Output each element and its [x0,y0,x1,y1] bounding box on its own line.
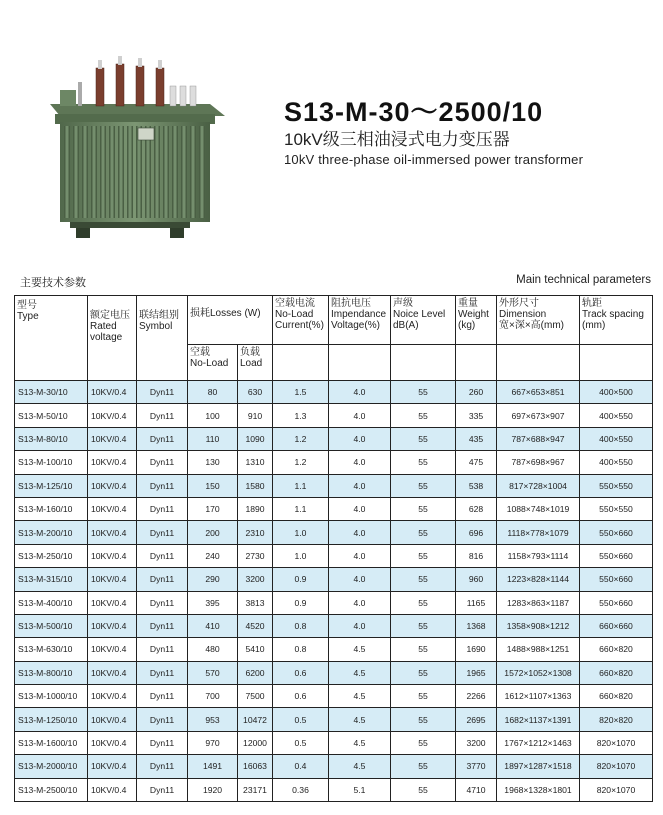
cell-current: 0.8 [273,614,329,637]
cell-noload: 80 [188,381,238,404]
cell-load: 23171 [238,778,273,801]
cell-voltage: 10KV/0.4 [88,755,137,778]
cell-track: 820×820 [580,708,653,731]
cell-weight: 538 [456,474,497,497]
cell-impedance: 4.5 [329,661,391,684]
table-row [15,568,653,591]
cell-noload: 480 [188,638,238,661]
cell-noise: 55 [391,685,456,708]
cell-symbol: Dyn11 [137,591,188,614]
cell-load: 10472 [238,708,273,731]
cell-noise: 55 [391,755,456,778]
cell-voltage: 10KV/0.4 [88,474,137,497]
cell-impedance: 4.0 [329,544,391,567]
cell-dimension: 1488×988×1251 [497,638,580,661]
cell-type: S13-M-200/10 [15,521,88,544]
cell-noise: 55 [391,661,456,684]
cell-voltage: 10KV/0.4 [88,404,137,427]
cell-current: 1.0 [273,521,329,544]
cell-voltage: 10KV/0.4 [88,731,137,754]
cell-weight: 3200 [456,731,497,754]
table-row [15,591,653,614]
cell-type: S13-M-30/10 [15,381,88,404]
cell-symbol: Dyn11 [137,661,188,684]
cell-type: S13-M-100/10 [15,451,88,474]
subtitle-english: 10kV three-phase oil-immersed power transformer [284,152,584,167]
cell-current: 0.8 [273,638,329,661]
cell-type: S13-M-400/10 [15,591,88,614]
model-title: S13-M-30～2500/10 [284,97,544,127]
section-label-chinese: 主要技术参数 [20,277,86,289]
cell-impedance: 4.0 [329,591,391,614]
cell-type: S13-M-315/10 [15,568,88,591]
col-weight: 重量 Weight (kg) [456,296,497,345]
table-row [15,544,653,567]
cell-weight: 2695 [456,708,497,731]
cell-impedance: 5.1 [329,778,391,801]
cell-load: 630 [238,381,273,404]
cell-track: 400×550 [580,427,653,450]
cell-track: 550×550 [580,474,653,497]
table-row [15,497,653,520]
cell-dimension: 1897×1287×1518 [497,755,580,778]
cell-current: 1.5 [273,381,329,404]
cell-track: 550×660 [580,568,653,591]
cell-symbol: Dyn11 [137,404,188,427]
col-noload-current: 空载电流 No-Load Current(%) [273,296,329,345]
cell-dimension: 1283×863×1187 [497,591,580,614]
table-row [15,451,653,474]
cell-weight: 1165 [456,591,497,614]
cell-current: 0.6 [273,661,329,684]
cell-track: 660×820 [580,661,653,684]
cell-symbol: Dyn11 [137,755,188,778]
col-losses: 损耗Losses (W) [188,296,273,345]
cell-current: 0.4 [273,755,329,778]
cell-type: S13-M-1000/10 [15,685,88,708]
cell-noload: 700 [188,685,238,708]
cell-dimension: 1968×1328×1801 [497,778,580,801]
cell-noload: 130 [188,451,238,474]
table-row [15,778,653,801]
cell-type: S13-M-80/10 [15,427,88,450]
cell-track: 660×820 [580,638,653,661]
cell-track: 820×1070 [580,731,653,754]
cell-type: S13-M-630/10 [15,638,88,661]
table-row [15,521,653,544]
cell-noise: 55 [391,731,456,754]
cell-impedance: 4.5 [329,755,391,778]
cell-weight: 696 [456,521,497,544]
cell-noise: 55 [391,778,456,801]
cell-type: S13-M-250/10 [15,544,88,567]
cell-noload: 410 [188,614,238,637]
cell-impedance: 4.0 [329,497,391,520]
cell-weight: 2266 [456,685,497,708]
cell-weight: 1965 [456,661,497,684]
cell-noise: 55 [391,614,456,637]
cell-noise: 55 [391,451,456,474]
cell-voltage: 10KV/0.4 [88,427,137,450]
cell-load: 1580 [238,474,273,497]
cell-dimension: 1767×1212×1463 [497,731,580,754]
cell-track: 400×550 [580,404,653,427]
cell-dimension: 667×653×851 [497,381,580,404]
cell-voltage: 10KV/0.4 [88,614,137,637]
cell-impedance: 4.5 [329,638,391,661]
cell-voltage: 10KV/0.4 [88,591,137,614]
cell-symbol: Dyn11 [137,731,188,754]
cell-noload: 150 [188,474,238,497]
cell-impedance: 4.0 [329,568,391,591]
cell-load: 7500 [238,685,273,708]
cell-current: 1.2 [273,451,329,474]
cell-track: 550×660 [580,591,653,614]
section-label-english: Main technical parameters [516,274,651,286]
cell-noise: 55 [391,591,456,614]
cell-type: S13-M-160/10 [15,497,88,520]
table-row [15,381,653,404]
cell-symbol: Dyn11 [137,451,188,474]
cell-symbol: Dyn11 [137,544,188,567]
cell-current: 0.5 [273,731,329,754]
cell-dimension: 1118×778×1079 [497,521,580,544]
cell-noload: 240 [188,544,238,567]
cell-noise: 55 [391,404,456,427]
cell-weight: 1690 [456,638,497,661]
cell-track: 550×550 [580,497,653,520]
cell-load: 6200 [238,661,273,684]
cell-load: 910 [238,404,273,427]
cell-dimension: 1158×793×1114 [497,544,580,567]
cell-symbol: Dyn11 [137,638,188,661]
cell-noise: 55 [391,474,456,497]
cell-impedance: 4.5 [329,731,391,754]
cell-voltage: 10KV/0.4 [88,638,137,661]
cell-track: 550×660 [580,521,653,544]
cell-load: 1890 [238,497,273,520]
table-row [15,427,653,450]
cell-current: 0.6 [273,685,329,708]
cell-dimension: 1612×1107×1363 [497,685,580,708]
cell-track: 820×1070 [580,778,653,801]
subtitle-chinese: 10kV级三相油浸式电力变压器 [284,130,510,149]
cell-load: 2730 [238,544,273,567]
cell-noise: 55 [391,568,456,591]
table-row [15,685,653,708]
cell-weight: 3770 [456,755,497,778]
cell-symbol: Dyn11 [137,614,188,637]
cell-noload: 290 [188,568,238,591]
cell-symbol: Dyn11 [137,497,188,520]
col-noload-loss: 空载 No-Load [188,345,238,381]
cell-voltage: 10KV/0.4 [88,521,137,544]
cell-symbol: Dyn11 [137,708,188,731]
cell-noload: 100 [188,404,238,427]
cell-current: 0.9 [273,591,329,614]
cell-voltage: 10KV/0.4 [88,708,137,731]
blank-cell [273,345,329,381]
cell-symbol: Dyn11 [137,778,188,801]
table-row [15,474,653,497]
header-row [15,296,653,345]
cell-weight: 260 [456,381,497,404]
cell-symbol: Dyn11 [137,685,188,708]
cell-symbol: Dyn11 [137,474,188,497]
cell-impedance: 4.0 [329,474,391,497]
cell-voltage: 10KV/0.4 [88,544,137,567]
cell-symbol: Dyn11 [137,521,188,544]
blank-cell [391,345,456,381]
table-row [15,731,653,754]
cell-type: S13-M-1600/10 [15,731,88,754]
col-noise: 声级 Noice Level dB(A) [391,296,456,345]
cell-impedance: 4.0 [329,404,391,427]
cell-track: 400×550 [580,451,653,474]
table-row [15,661,653,684]
cell-noise: 55 [391,427,456,450]
cell-dimension: 787×688×947 [497,427,580,450]
cell-impedance: 4.0 [329,451,391,474]
cell-noload: 395 [188,591,238,614]
cell-type: S13-M-800/10 [15,661,88,684]
table-row [15,755,653,778]
cell-voltage: 10KV/0.4 [88,661,137,684]
cell-weight: 4710 [456,778,497,801]
cell-weight: 435 [456,427,497,450]
cell-track: 550×660 [580,544,653,567]
cell-dimension: 817×728×1004 [497,474,580,497]
cell-noise: 55 [391,638,456,661]
cell-current: 1.3 [273,404,329,427]
cell-dimension: 697×673×907 [497,404,580,427]
cell-impedance: 4.5 [329,685,391,708]
cell-type: S13-M-50/10 [15,404,88,427]
cell-noload: 970 [188,731,238,754]
cell-noise: 55 [391,708,456,731]
cell-current: 0.5 [273,708,329,731]
cell-weight: 1368 [456,614,497,637]
cell-load: 1310 [238,451,273,474]
blank-cell [497,345,580,381]
cell-voltage: 10KV/0.4 [88,451,137,474]
cell-noload: 570 [188,661,238,684]
table-row [15,708,653,731]
cell-noload: 110 [188,427,238,450]
cell-voltage: 10KV/0.4 [88,568,137,591]
cell-load: 3813 [238,591,273,614]
cell-type: S13-M-1250/10 [15,708,88,731]
cell-current: 1.1 [273,497,329,520]
cell-impedance: 4.5 [329,708,391,731]
col-symbol: 联结组别 Symbol [137,296,188,381]
cell-weight: 335 [456,404,497,427]
cell-track: 400×500 [580,381,653,404]
col-track-spacing: 轨距 Track spacing (mm) [580,296,653,345]
cell-voltage: 10KV/0.4 [88,685,137,708]
cell-load: 3200 [238,568,273,591]
transformer-image [20,52,240,242]
cell-symbol: Dyn11 [137,381,188,404]
cell-track: 660×660 [580,614,653,637]
cell-impedance: 4.0 [329,614,391,637]
cell-noise: 55 [391,544,456,567]
cell-load: 5410 [238,638,273,661]
cell-load: 12000 [238,731,273,754]
cell-voltage: 10KV/0.4 [88,381,137,404]
cell-weight: 475 [456,451,497,474]
col-voltage: 额定电压 Rated voltage [88,296,137,381]
cell-noise: 55 [391,497,456,520]
cell-weight: 960 [456,568,497,591]
cell-load: 2310 [238,521,273,544]
cell-current: 1.2 [273,427,329,450]
cell-type: S13-M-2500/10 [15,778,88,801]
cell-dimension: 1223×828×1144 [497,568,580,591]
cell-dimension: 787×698×967 [497,451,580,474]
blank-cell [580,345,653,381]
cell-load: 1090 [238,427,273,450]
blank-cell [456,345,497,381]
title-block [284,96,583,168]
table-row [15,638,653,661]
col-type: 型号 Type [15,296,88,381]
cell-noise: 55 [391,521,456,544]
cell-dimension: 1088×748×1019 [497,497,580,520]
cell-track: 660×820 [580,685,653,708]
col-load-loss: 负载 Load [238,345,273,381]
cell-type: S13-M-125/10 [15,474,88,497]
cell-current: 1.1 [273,474,329,497]
cell-weight: 816 [456,544,497,567]
cell-noload: 200 [188,521,238,544]
cell-current: 0.36 [273,778,329,801]
cell-impedance: 4.0 [329,381,391,404]
blank-cell [329,345,391,381]
cell-dimension: 1682×1137×1391 [497,708,580,731]
cell-dimension: 1358×908×1212 [497,614,580,637]
cell-track: 820×1070 [580,755,653,778]
table-body [15,381,653,802]
cell-current: 1.0 [273,544,329,567]
col-impedance: 阻抗电压 Impendance Voltage(%) [329,296,391,345]
cell-type: S13-M-2000/10 [15,755,88,778]
cell-symbol: Dyn11 [137,568,188,591]
cell-type: S13-M-500/10 [15,614,88,637]
cell-impedance: 4.0 [329,427,391,450]
specifications-table [14,295,653,802]
cell-weight: 628 [456,497,497,520]
col-dimension: 外形尺寸 Dimension 宽×深×高(mm) [497,296,580,345]
cell-noload: 170 [188,497,238,520]
cell-dimension: 1572×1052×1308 [497,661,580,684]
cell-load: 16063 [238,755,273,778]
cell-voltage: 10KV/0.4 [88,778,137,801]
cell-noise: 55 [391,381,456,404]
cell-noload: 1491 [188,755,238,778]
cell-noload: 1920 [188,778,238,801]
table-row [15,614,653,637]
cell-noload: 953 [188,708,238,731]
cell-current: 0.9 [273,568,329,591]
cell-symbol: Dyn11 [137,427,188,450]
table-row [15,404,653,427]
cell-voltage: 10KV/0.4 [88,497,137,520]
cell-impedance: 4.0 [329,521,391,544]
cell-load: 4520 [238,614,273,637]
